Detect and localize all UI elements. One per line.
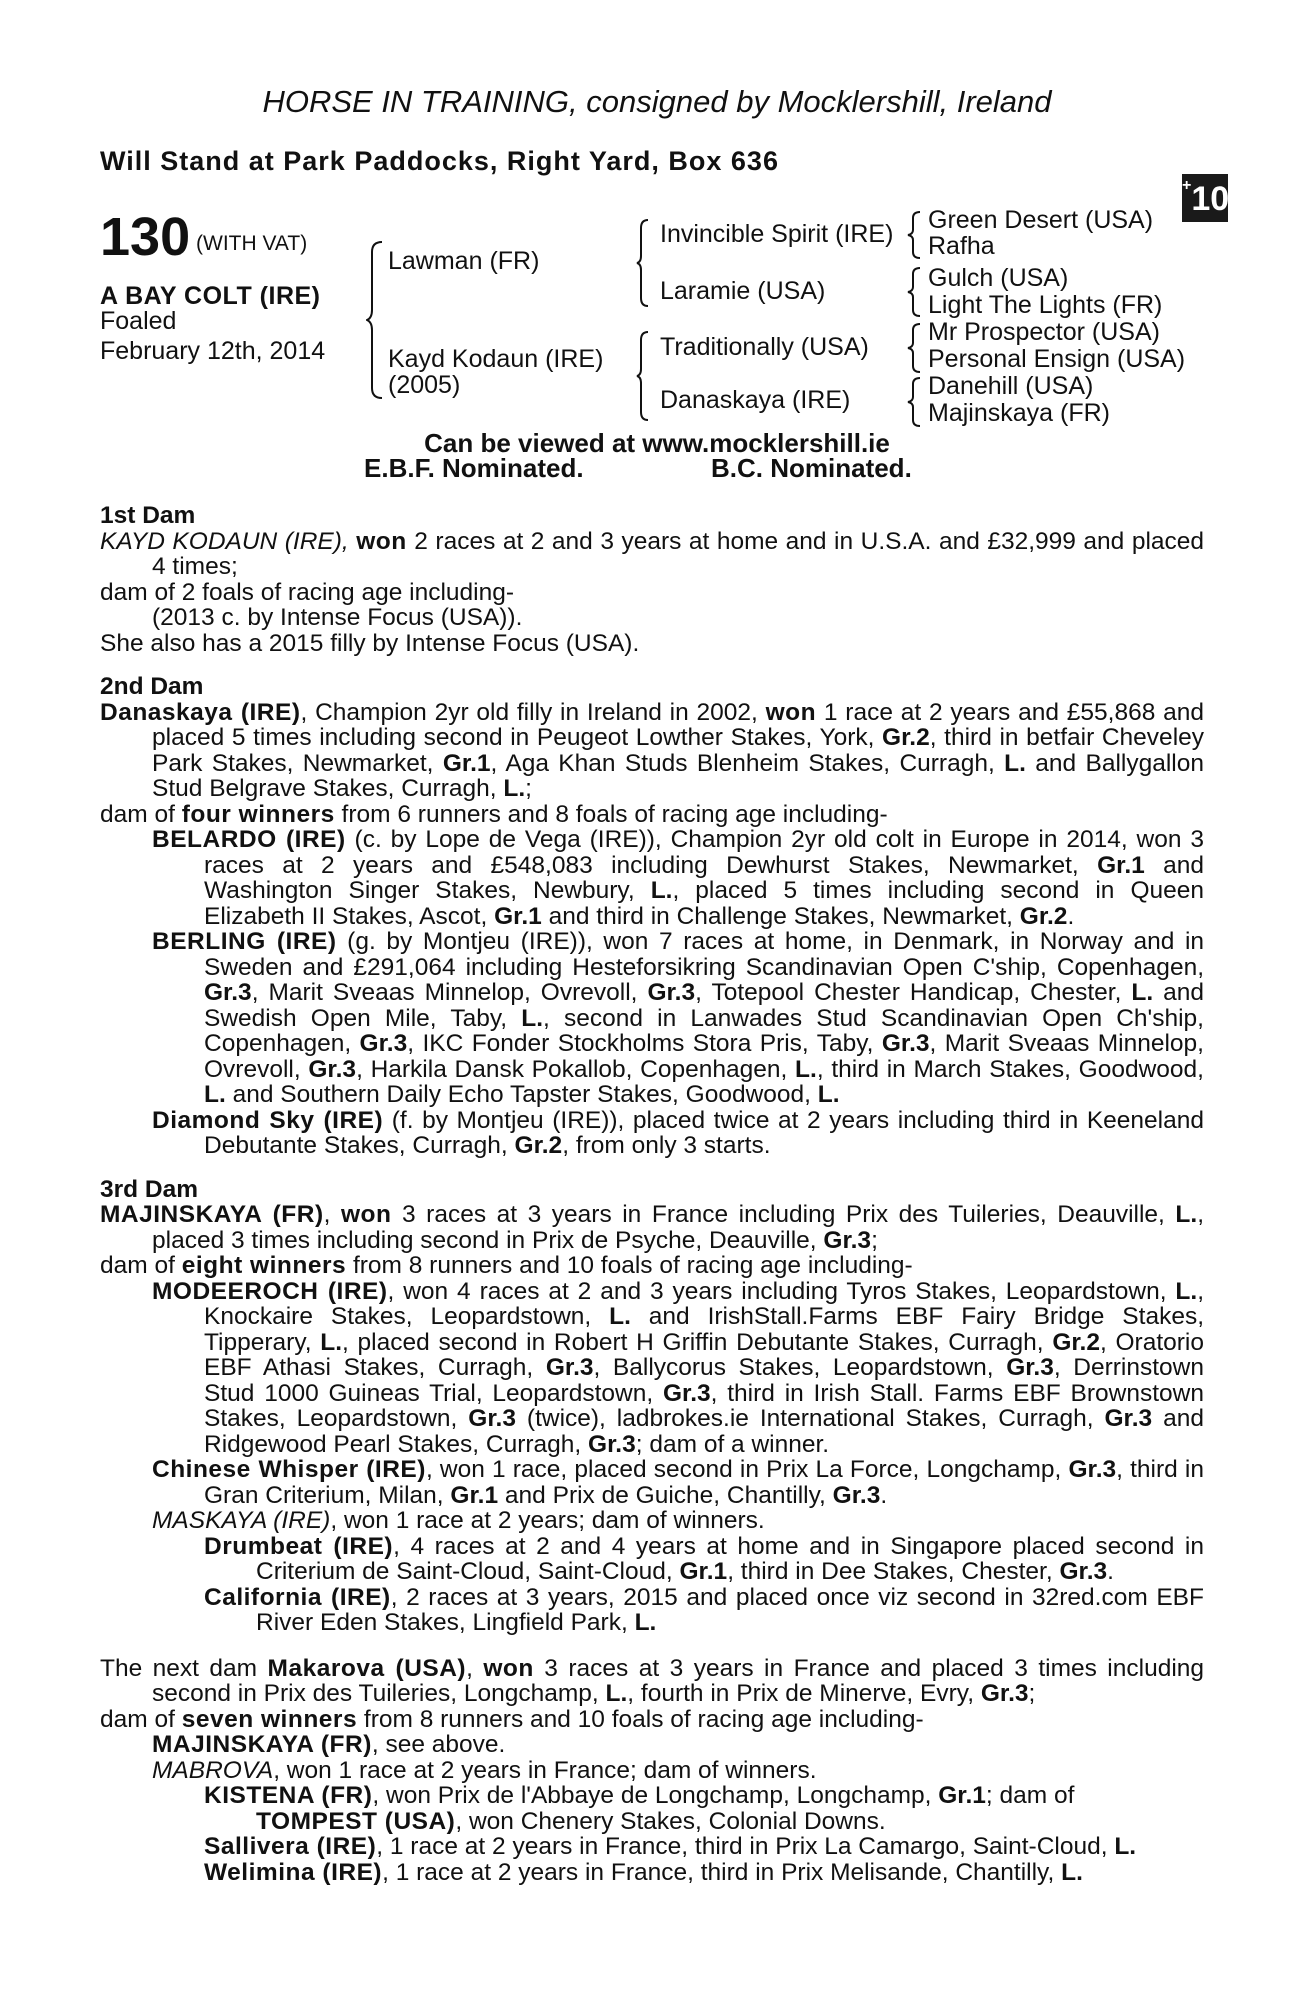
pedigree-ds: Traditionally (USA) [660, 333, 869, 361]
third-dam-heading: 3rd Dam [100, 1175, 199, 1203]
maskaya-entry: MASKAYA (IRE), won 1 race at 2 years; dam of winners. [152, 1507, 765, 1534]
pedigree-dsd: Personal Ensign (USA) [928, 345, 1186, 373]
modeeroch-entry: MODEEROCH (IRE), won 4 races at 2 and 3 years including Tyros Stakes, Leopardstown, L., Knockaire Stakes, Leopardstown, L. and IrishStall.Farms EBF Fairy Bridge Stakes, Tipperary, L., placed second in Robert H Griffin Debutante Stakes, Curragh, Gr.2, Oratorio EBF Athasi Stakes, Curragh, Gr.3, Ballycorus Stakes, Leopardstown, Gr.3, Derrinstown Stud 1000 Guineas Trial, Leopardstown, Gr.3, third in Irish Stall. Farms EBF Brownstown Stakes, Leopardstown, Gr.3 (twice), ladbrokes.ie International Stakes, Curragh, Gr.3 and Ridgewood Pearl Stakes, Curragh, Gr.3; dam of a winner. [152, 1277, 1205, 1458]
tompest-entry: TOMPEST (USA), won Chenery Stakes, Colonial Downs. [256, 1807, 886, 1835]
lot-description: A BAY COLT (IRE) [100, 282, 321, 310]
second-dam-para: Danaskaya (IRE), Champion 2yr old filly in Ireland in 2002, won 1 race at 2 years and £55,868 and placed 5 times including second in Peugeot Lowther Stakes, York, Gr.2, third in betfair Cheveley Park Stakes, Newmarket, Gr.1, Aga Khan Studs Blenheim Stakes, Curragh, L. and Ballygallon Stud Belgrave Stakes, Curragh, L.; [100, 698, 1205, 802]
pedigree-dam: Kayd Kodaun (IRE) [388, 345, 604, 373]
page-title: HORSE IN TRAINING, consigned by Mocklershill, Ireland [262, 84, 1052, 119]
ten-percent-badge: +10 [1182, 174, 1228, 222]
foaled-info [100, 306, 325, 366]
pedigree-dss: Mr Prospector (USA) [928, 318, 1160, 346]
vat-note: (WITH VAT) [196, 232, 308, 255]
pedigree-brace-5 [906, 322, 922, 374]
badge-number: 10 [1191, 180, 1230, 218]
first-dam-name: KAYD KODAUN (IRE), [100, 527, 349, 555]
lot-number: 130 [100, 207, 191, 267]
foaled-label: Foaled [100, 307, 177, 335]
berling-entry: BERLING (IRE) (g. by Montjeu (IRE)), won 7 races at home, in Denmark, in Norway and in Sweden and £291,064 including Hesteforsikring Scandinavian Open C'ship, Copenhagen, Gr.3, Marit Sveaas Minnelop, Ovrevoll, Gr.3, Totepool Chester Handicap, Chester, L. and Swedish Open Mile, Taby, L., second in Lanwades Stud Scandinavian Open Ch'ship, Copenhagen, Gr.3, IKC Fonder Stockholms Stora Pris, Taby, Gr.3, Marit Sveaas Minnelop, Ovrevoll, Gr.3, Harkila Dansk Pokallob, Copenhagen, L., third in March Stakes, Goodwood, L. and Southern Daily Echo Tapster Stakes, Goodwood, L. [152, 928, 1205, 1108]
pedigree-ss: Invincible Spirit (IRE) [660, 220, 894, 248]
first-dam-para: KAYD KODAUN (IRE), won 2 races at 2 and 3 years at home and in U.S.A. and £32,999 and placed 4 times; [100, 527, 1205, 580]
pedigree-sds: Gulch (USA) [928, 264, 1069, 292]
pedigree-sdd: Light The Lights (FR) [928, 291, 1163, 319]
majinskaya-entry: MAJINSKAYA (FR), see above. [152, 1731, 506, 1758]
ebf-note: E.B.F. Nominated. [364, 453, 584, 483]
sallivera-entry: Sallivera (IRE), 1 race at 2 years in France, third in Prix La Camargo, Saint-Cloud, L. [204, 1833, 1137, 1860]
pedigree-sire: Lawman (FR) [388, 247, 540, 275]
catalogue-body: 1st Dam KAYD KODAUN (IRE), won 2 races at 2 and 3 years at home and in U.S.A. and £32,999 and placed 4 times; dam of 2 foals of racing age including- (2013 c. by Intense Focus (USA)). She also has a 2015 filly by Intense Focus (USA). 2nd Dam Danaskaya (IRE), Champion 2yr old filly in Ireland in 2002, won 1 race at 2 years and £55,868 and placed 5 times including second in Peugeot Lowther Stakes, York, Gr.2, third in betfair Cheveley Park Stakes, Newmarket, Gr.1, Aga Khan Studs Blenheim Stakes, Curragh, L. and Ballygallon Stud Belgrave Stakes, Curragh, L.; dam of four winners from 6 runners and 8 foals of racing age including- BELARDO (IRE) (c. by Lope de Vega (IRE)), Champion 2yr old colt in Europe in 2014, won 3 races at 2 years and £548,083 including Dewhurst Stakes, Newmarket, Gr.1 and Washington Singer Stakes, Newbury, L., placed 5 times including second in Queen Elizabeth II Stakes, Ascot, Gr.1 and third in Challenge Stakes, Newmarket, Gr.2. BERLING (IRE) (g. by Montjeu (IRE)), won 7 races at home, in Denmark, in Norway and in Sweden and £291,064 including Hesteforsikring Scandinavian Open C'ship, Copenhagen, Gr.3, Marit Sveaas Minnelop, Ovrevoll, Gr.3, Totepool Chester Handicap, Chester, L. and Swedish Open Mile, Taby, L., second in Lanwades Stud Scandinavian Open Ch'ship, Copenhagen, Gr.3, IKC Fonder Stockholms Stora Pris, Taby, Gr.3, Marit Sveaas Minnelop, Ovrevoll, Gr.3, Harkila Dansk Pokallob, Copenhagen, L., third in March Stakes, Goodwood, L. and Southern Daily Echo Tapster Stakes, Goodwood, L. Diamond Sky (IRE) (f. by Montjeu (IRE)), placed twice at 2 years including third in Keeneland Debutante Stakes, Curragh, Gr.2, from only 3 starts. 3rd Dam MAJINSKAYA (FR), won 3 races at 3 years in France including Prix des Tuileries, Deauville, L., placed 3 times including second in Prix de Psyche, Deauville, Gr.3; dam of eight winners from 8 runners and 10 foals of racing age including- MODEEROCH (IRE), won 4 races at 2 and 3 years including Tyros Stakes, Leopardstown, L., Knockaire Stakes, Leopardstown, L. and IrishStall.Farms EBF Fairy Bridge Stakes, Tipperary, L., placed second in Robert H Griffin Debutante Stakes, Curragh, Gr.2, Oratorio EBF Athasi Stakes, Curragh, Gr.3, Ballycorus Stakes, Leopardstown, Gr.3, Derrinstown Stud 1000 Guineas Trial, Leopardstown, Gr.3, third in Irish Stall. Farms EBF Brownstown Stakes, Leopardstown, Gr.3 (twice), ladbrokes.ie International Stakes, Curragh, Gr.3 and Ridgewood Pearl Stakes, Curragh, Gr.3; dam of a winner. Chinese Whisper (IRE), won 1 race, placed second in Prix La Force, Longchamp, Gr.3, third in Gran Criterium, Milan, Gr.1 and Prix de Guiche, Chantilly, Gr.3. MASKAYA (IRE), won 1 race at 2 years; dam of winners. Drumbeat (IRE), 4 races at 2 and 4 years at home and in Singapore placed second in Criterium de Saint-Cloud, Saint-Cloud, Gr.1, third in Dee Stakes, Chester, Gr.3. California (IRE), 2 races at 3 years, 2015 and placed once viz second in 32red.com EBF River Eden Stakes, Lingfield Park, L. The next dam Makarova (USA), won 3 races at 3 years in France and placed 3 times including second in Prix des Tuileries, Longchamp, L., fourth in Prix de Minerve, Evry, Gr.3; dam of seven winners from 8 runners and 10 foals of racing age including- MAJINSKAYA (FR), see above. MABROVA, won 1 race at 2 years in France; dam of winners. KISTENA (FR), won Prix de l'Abbaye de Longchamp, Longchamp, Gr.1; dam of TOMPEST (USA), won Chenery Stakes, Colonial Downs. Sallivera (IRE), 1 race at 2 years in France, third in Prix La Camargo, Saint-Cloud, L. Welimina (IRE), 1 race at 2 years in France, third in Prix Melisande, Chantilly, L. [100, 502, 1205, 1886]
pedigree-brace-3 [906, 210, 922, 260]
stand-location: Will Stand at Park Paddocks, Right Yard, Box 636 [100, 146, 779, 176]
drumbeat-entry: Drumbeat (IRE), 4 races at 2 and 4 years at home and in Singapore placed second in Criterium de Saint-Cloud, Saint-Cloud, Gr.1, third in Dee Stakes, Chester, Gr.3. [204, 1532, 1204, 1585]
bc-note: B.C. Nominated. [711, 453, 912, 483]
pedigree-brace-sire [636, 218, 650, 308]
pedigree-dds: Danehill (USA) [928, 372, 1094, 400]
welimina-entry: Welimina (IRE), 1 race at 2 years in France, third in Prix Melisande, Chantilly, L. [204, 1858, 1083, 1886]
pedigree-ddd: Majinskaya (FR) [928, 399, 1110, 427]
belardo-entry: BELARDO (IRE) (c. by Lope de Vega (IRE)), Champion 2yr old colt in Europe in 2014, won 3 races at 2 years and £548,083 including Dewhurst Stakes, Newmarket, Gr.1 and Washington Singer Stakes, Newbury, L., placed 5 times including second in Queen Elizabeth II Stakes, Ascot, Gr.1 and third in Challenge Stakes, Newmarket, Gr.2. [152, 826, 1205, 930]
california-entry: California (IRE), 2 races at 3 years, 2015 and placed once viz second in 32red.com EBF River Eden Stakes, Lingfield Park, L. [204, 1583, 1204, 1636]
third-dam-para: MAJINSKAYA (FR), won 3 races at 3 years in France including Prix des Tuileries, Deauville, L., placed 3 times including second in Prix de Psyche, Deauville, Gr.3; [100, 1201, 1204, 1254]
pedigree-brace-dam [636, 330, 650, 422]
second-dam-heading: 2nd Dam [100, 673, 204, 700]
viewing-note: Can be viewed at www.mocklershill.ie [424, 428, 890, 458]
mabrova-entry: MABROVA, won 1 race at 2 years in France; dam of winners. [152, 1756, 817, 1784]
pedigree-brace-6 [906, 376, 922, 428]
pedigree-dd: Danaskaya (IRE) [660, 386, 851, 414]
pedigree-sss: Green Desert (USA) [928, 206, 1154, 234]
next-dam-para: The next dam Makarova (USA), won 3 races at 3 years in France and placed 3 times including second in Prix des Tuileries, Longchamp, L., fourth in Prix de Minerve, Evry, Gr.3; [100, 1654, 1205, 1707]
first-dam-heading: 1st Dam [100, 502, 196, 529]
pedigree-dam-year: (2005) [388, 371, 461, 399]
diamond-sky-entry: Diamond Sky (IRE) (f. by Montjeu (IRE)), placed twice at 2 years including third in Keeneland Debutante Stakes, Curragh, Gr.2, from only 3 starts. [152, 1106, 1204, 1159]
pedigree-brace-4 [906, 266, 922, 318]
chinese-whisper-entry: Chinese Whisper (IRE), won 1 race, placed second in Prix La Force, Longchamp, Gr.3, third in Gran Criterium, Milan, Gr.1 and Prix de Guiche, Chantilly, Gr.3. [152, 1456, 1204, 1509]
foaled-date: February 12th, 2014 [100, 337, 326, 365]
pedigree-brace-main [366, 240, 386, 400]
pedigree-ssd: Rafha [928, 232, 995, 260]
kistena-entry: KISTENA (FR), won Prix de l'Abbaye de Longchamp, Longchamp, Gr.1; dam of [204, 1782, 1075, 1809]
pedigree-sd: Laramie (USA) [660, 277, 826, 305]
